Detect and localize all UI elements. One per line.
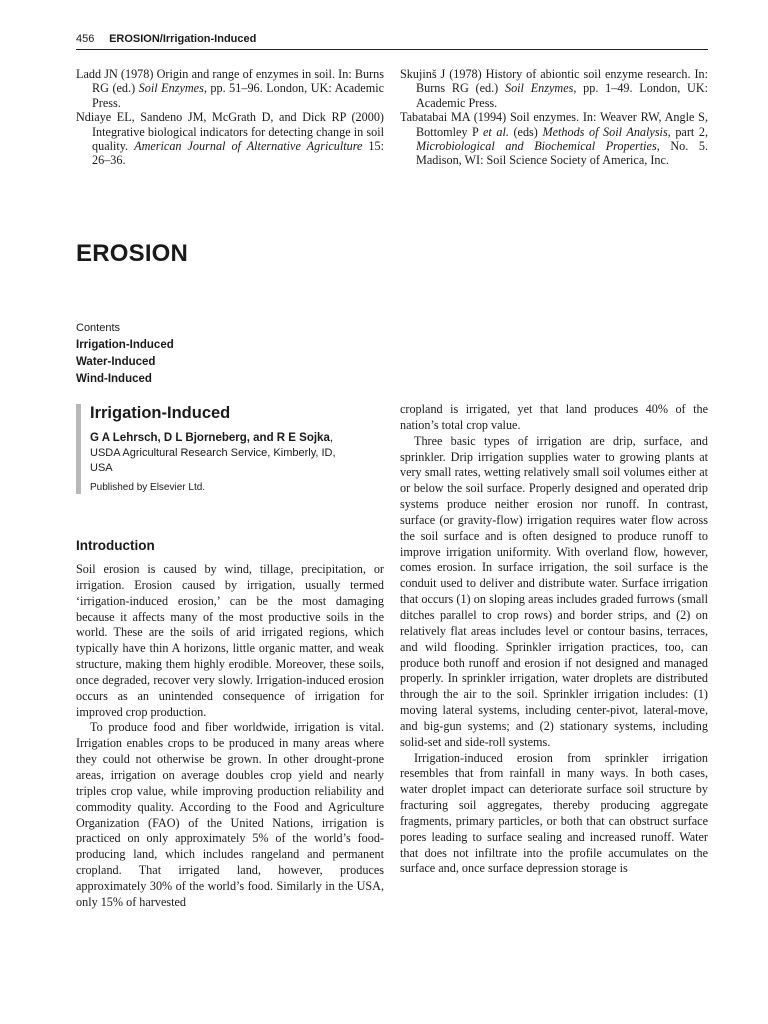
contents-item[interactable]: Wind-Induced [76, 373, 152, 385]
reference-entry: Ladd JN (1978) Origin and range of enzymes in soil. In: Burns RG (ed.) Soil Enzymes, pp. 51–96. London, UK: Academic Press. [76, 67, 384, 110]
reference-entry: Tabatabai MA (1994) Soil enzymes. In: Weaver RW, Angle S, Bottomley P et al. (eds) Methods of Soil Analysis, part 2, Microbiological and Biochemical Properties, No. 5. Madison, WI: Soil Science Society of America, Inc. [400, 110, 708, 168]
publisher-note: Published by Elsevier Ltd. [90, 482, 206, 493]
contents-list [76, 320, 174, 388]
article-info-box [76, 404, 390, 494]
reference-list-right [400, 67, 708, 168]
page-header [76, 33, 708, 50]
running-title: EROSION/Irrigation-Induced [109, 33, 257, 45]
body-paragraph: Irrigation-induced erosion from sprinkler irrigation resembles that from rainfall in many ways. In both cases, water droplet impact can deteriorate surface soil structure by fracturing soil aggregates, thereby producing aggregate fragments, primary particles, or both that can obstruct surface pores leading to surface sealing and increased runoff. Water that does not infiltrate into the profile accumulates on the surface and, once surface depression storage is [400, 750, 708, 876]
article-affiliation: USDA Agricultural Research Service, Kimberly, ID, USA [90, 447, 336, 474]
body-paragraph: Three basic types of irrigation are drip, surface, and sprinkler. Drip irrigation supplies water to growing plants at very small rates, wetting relatively small soil volumes either at or below the soil surface. Properly designed and operated drip systems produce neither erosion nor runoff. In contrast, surface (or gravity-flow) irrigation requires water flow across the soil surface and is often designed to produce runoff to improve irrigation uniformity. With overland flow, however, comes erosion. In surface irrigation, the soil surface is the conduit used to deliver and distribute water. Surface irrigation that occurs (1) on sloping areas includes graded furrows (small ditches parallel to crop rows) and border strips, and (2) on relatively flat areas includes level or contour basins, terraces, and wild flooding. Sprinkler irrigation practices, too, can produce both runoff and erosion if not designed and managed properly. In sprinkler irrigation, water droplets are distributed through the air to the soil. Sprinkler irrigation includes: (1) moving lateral systems, including center-pivot, lateral-move, and big-gun systems; and (2) stationary systems, including solid-set and side-roll systems. [400, 433, 708, 749]
body-column-left [76, 562, 384, 911]
body-column-right [400, 402, 708, 877]
article-title: Irrigation-Induced [90, 404, 231, 422]
body-paragraph: To produce food and fiber worldwide, irrigation is vital. Irrigation enables crops to be produced in many areas where they could not otherwise be grown. In other drought-prone areas, irrigation on average doubles crop yield and nearly triples crop value, while improving production reliability and commodity quality. According to the Food and Agriculture Organization (FAO) of the United Nations, irrigation is practiced on only approximately 5% of the world’s food-producing land, which includes rangeland and permanent cropland. That irrigated land, however, produces approximately 30% of the world’s food. Similarly in the USA, only 15% of harvested [76, 720, 384, 909]
reference-list-left [76, 67, 384, 168]
introduction-heading: Introduction [76, 538, 155, 553]
contents-item[interactable]: Water-Induced [76, 356, 156, 368]
contents-label: Contents [76, 322, 121, 334]
body-paragraph: cropland is irrigated, yet that land produces 40% of the nation’s total crop value. [400, 402, 708, 432]
article-authors: G A Lehrsch, D L Bjorneberg, and R E Sojka, [90, 432, 334, 444]
body-paragraph: Soil erosion is caused by wind, tillage, precipitation, or irrigation. Erosion caused by irrigation, usually termed ‘irrigation-induced erosion,’ can be the most damaging because it affects many of the most productive soils in the world. These are the soils of arid irrigated regions, which typically have thin A horizons, little organic matter, and weak structure, making them highly erodible. Moreover, these soils, once degraded, recover very slowly. Irrigation-induced erosion occurs as an unintended consequence of irrigation for improved crop production. [76, 562, 384, 719]
page-number: 456 [76, 33, 95, 45]
reference-entry: Skujinš J (1978) History of abiontic soil enzyme research. In: Burns RG (ed.) Soil Enzymes, pp. 1–49. London, UK: Academic Press. [400, 67, 709, 110]
section-title: EROSION [76, 240, 189, 267]
contents-item[interactable]: Irrigation-Induced [76, 339, 174, 351]
reference-entry: Ndiaye EL, Sandeno JM, McGrath D, and Dick RP (2000) Integrative biological indicators for detecting change in soil quality. American Journal of Alternative Agriculture 15: 26–36. [76, 110, 384, 168]
